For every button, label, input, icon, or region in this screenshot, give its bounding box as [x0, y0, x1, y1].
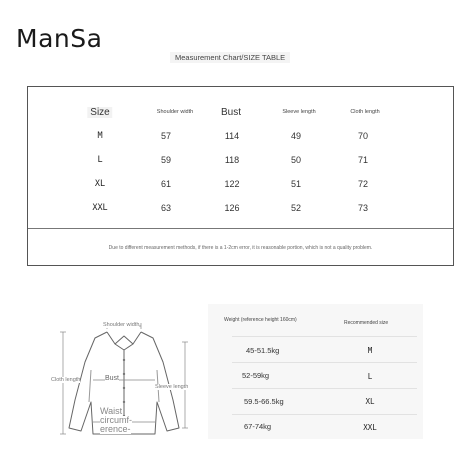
- bust-value: 122: [224, 179, 240, 189]
- measurement-note: Due to different measurement methods, if there is a 1-2cm error, it is reasonable portion, which is not a quality problem.: [108, 245, 373, 251]
- label-cloth-length: Cloth length: [51, 377, 81, 383]
- recommended-size: XXL: [363, 423, 377, 432]
- sleeve-value: 50: [290, 155, 302, 165]
- bust-value: 118: [224, 155, 240, 165]
- size-table-grid: [28, 87, 453, 229]
- label-waist-line3: erence-: [100, 424, 131, 434]
- label-bust: Bust: [105, 375, 120, 382]
- recommended-size: XL: [365, 397, 375, 406]
- size-label: L: [97, 155, 103, 165]
- cloth-value: 73: [357, 203, 369, 213]
- brand-logo: ManSa: [16, 24, 103, 53]
- header-weight: Weight (reference height 160cm): [224, 317, 297, 323]
- row-divider: [232, 336, 417, 337]
- header-shoulder-width: Shoulder width: [156, 109, 194, 115]
- row-divider: [232, 362, 417, 363]
- row-divider: [232, 388, 417, 389]
- shoulder-value: 57: [160, 131, 172, 141]
- cloth-value: 71: [357, 155, 369, 165]
- label-waist-line2: circumf-: [100, 415, 132, 425]
- row-divider: [232, 414, 417, 415]
- shoulder-value: 63: [160, 203, 172, 213]
- label-sleeve-length: Sleeve length: [155, 384, 189, 390]
- sleeve-value: 51: [290, 179, 302, 189]
- header-recommended-size: Recommended size: [344, 320, 389, 326]
- label-shoulder-width: Shoulder width: [103, 322, 140, 328]
- weight-table: [208, 304, 423, 439]
- cloth-value: 70: [357, 131, 369, 141]
- size-label: M: [97, 131, 103, 141]
- recommended-size: L: [367, 372, 373, 381]
- bust-value: 126: [224, 203, 240, 213]
- header-bust: Bust: [220, 107, 242, 118]
- recommended-size: M: [367, 346, 373, 355]
- bust-value: 114: [224, 131, 240, 141]
- size-table: [27, 86, 454, 266]
- sleeve-value: 52: [290, 203, 302, 213]
- shoulder-value: 61: [160, 179, 172, 189]
- label-waist: Waist: [100, 406, 123, 416]
- header-size: Size: [87, 107, 112, 118]
- garment-diagram: [45, 310, 220, 445]
- weight-value: 67-74kg: [244, 422, 272, 431]
- weight-value: 45-51.5kg: [246, 346, 280, 355]
- sleeve-value: 49: [290, 131, 302, 141]
- weight-value: 52-59kg: [242, 371, 270, 380]
- weight-value: 59.5-66.5kg: [244, 397, 284, 406]
- size-label: XXL: [92, 203, 108, 213]
- header-sleeve-length: Sleeve length: [282, 109, 316, 115]
- size-label: XL: [94, 179, 106, 189]
- shoulder-value: 59: [160, 155, 172, 165]
- cloth-value: 72: [357, 179, 369, 189]
- header-cloth-length: Cloth length: [350, 109, 380, 115]
- chart-title: Measurement Chart/SIZE TABLE: [170, 52, 290, 63]
